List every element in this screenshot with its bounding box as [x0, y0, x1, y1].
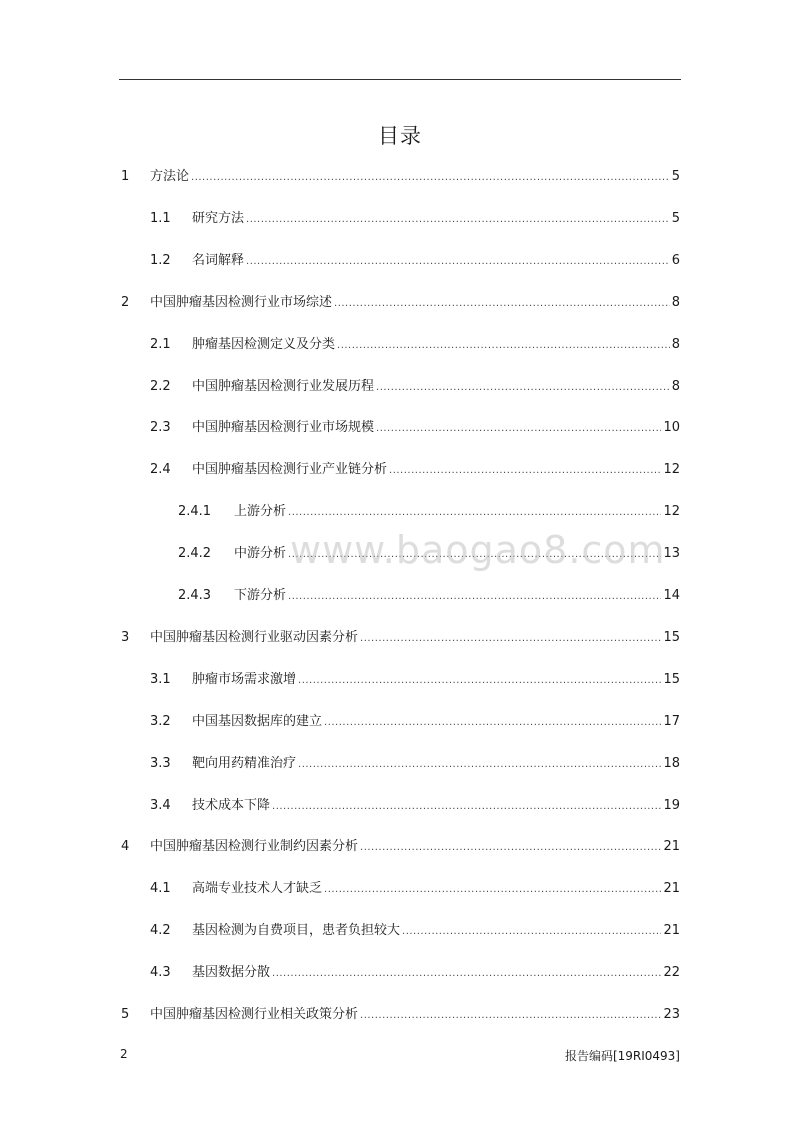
toc-leader-dots — [334, 294, 670, 314]
toc-leader-dots — [288, 545, 661, 565]
toc-entry-page: 8 — [671, 294, 680, 310]
toc-entry-page: 15 — [663, 671, 680, 687]
toc-entry[interactable] — [121, 628, 680, 648]
toc-entry-page: 5 — [671, 169, 680, 184]
toc-entry-label: 基因数据分散 — [192, 965, 271, 981]
toc-entry[interactable] — [150, 209, 680, 229]
toc-entry-label: 名词解释 — [192, 252, 245, 268]
toc-entry-number: 2.1 — [150, 336, 171, 352]
toc-leader-dots — [389, 461, 661, 481]
toc-entry-number: 2.4.3 — [178, 588, 212, 603]
toc-leader-dots — [402, 922, 661, 942]
toc-entry-label: 中国基因数据库的建立 — [192, 713, 323, 729]
toc-entry-number: 3.2 — [150, 713, 171, 729]
toc-entry-number: 3.3 — [150, 755, 171, 771]
toc-entry-page: 8 — [671, 378, 680, 394]
toc-entry-page: 22 — [663, 965, 680, 981]
toc-entry-label: 中国肿瘤基因检测行业相关政策分析 — [150, 1007, 359, 1022]
toc-leader-dots — [376, 419, 661, 439]
toc-entry[interactable] — [121, 167, 680, 187]
toc-entry-number: 4.1 — [150, 881, 171, 897]
toc-entry[interactable] — [150, 796, 680, 816]
toc-entry[interactable] — [150, 377, 680, 397]
toc-entry-page: 13 — [663, 546, 680, 562]
toc-entry-page: 18 — [663, 755, 680, 771]
toc-entry[interactable] — [121, 293, 680, 313]
toc-entry-page: 15 — [663, 629, 680, 645]
toc-entry[interactable] — [178, 502, 680, 522]
footer-page-number: 2 — [120, 1047, 128, 1061]
toc-entry[interactable] — [121, 837, 680, 857]
toc-entry-page: 12 — [663, 504, 680, 520]
toc-entry-number: 2.4.2 — [178, 546, 212, 562]
toc-entry[interactable] — [150, 921, 680, 941]
toc-entry[interactable] — [150, 460, 680, 480]
toc-entry-label: 高端专业技术人才缺乏 — [192, 881, 323, 897]
toc-leader-dots — [288, 503, 661, 523]
toc-entry-number: 3.1 — [150, 671, 171, 687]
toc-leader-dots — [272, 964, 661, 984]
toc-entry-page: 21 — [663, 839, 680, 855]
toc-entry-number: 2 — [121, 294, 130, 310]
toc-entry[interactable] — [121, 1005, 680, 1025]
toc-leader-dots — [376, 378, 670, 398]
page-title: 目录 — [378, 124, 422, 148]
toc-entry-page: 12 — [663, 462, 680, 478]
toc-entry[interactable] — [150, 670, 680, 690]
toc-leader-dots — [298, 671, 661, 691]
toc-leader-dots — [272, 797, 661, 817]
toc-entry[interactable] — [150, 335, 680, 355]
toc-entry-label: 方法论 — [150, 169, 190, 184]
toc-entry-number: 2.2 — [150, 378, 171, 394]
toc-entry-page: 6 — [671, 252, 680, 268]
toc-entry[interactable] — [178, 586, 680, 606]
toc-entry-page: 10 — [663, 420, 680, 436]
footer-report-code: 报告编码[19RI0493] — [564, 1049, 680, 1063]
toc-entry-number: 2.3 — [150, 420, 171, 436]
toc-entry-number: 1.1 — [150, 210, 171, 226]
toc-entry-number: 2.4 — [150, 462, 171, 478]
toc-entry[interactable] — [150, 879, 680, 899]
toc-leader-dots — [324, 713, 661, 733]
toc-leader-dots — [191, 168, 670, 188]
toc-leader-dots — [246, 210, 670, 230]
toc-entry-label: 基因检测为自费项目，患者负担较大 — [192, 923, 401, 939]
toc-entry-page: 21 — [663, 923, 680, 939]
toc-entry-label: 下游分析 — [234, 588, 287, 603]
toc-entry-number: 2.4.1 — [178, 504, 212, 520]
toc-entry-label: 上游分析 — [234, 504, 287, 520]
toc-entry-page: 17 — [663, 713, 680, 729]
toc-entry-label: 中国肿瘤基因检测行业市场综述 — [150, 294, 333, 310]
toc-entry-label: 中国肿瘤基因检测行业产业链分析 — [192, 462, 388, 478]
toc-leader-dots — [360, 629, 661, 649]
toc-entry-label: 肿瘤市场需求激增 — [192, 671, 297, 687]
toc-entry-number: 4.3 — [150, 965, 171, 981]
toc-entry-page: 14 — [663, 588, 680, 603]
toc-entry-label: 肿瘤基因检测定义及分类 — [192, 336, 336, 352]
toc-leader-dots — [288, 587, 661, 607]
toc-entry-number: 1 — [121, 169, 130, 184]
watermark: www.baogao8.com — [290, 528, 666, 572]
toc-entry-page: 19 — [663, 797, 680, 813]
toc-entry[interactable] — [150, 712, 680, 732]
toc-leader-dots — [360, 838, 661, 858]
toc-leader-dots — [324, 880, 661, 900]
toc-entry[interactable] — [150, 251, 680, 271]
toc-entry-number: 4.2 — [150, 923, 171, 939]
toc-entry-label: 中国肿瘤基因检测行业发展历程 — [192, 378, 375, 394]
toc-leader-dots — [360, 1006, 661, 1026]
toc-entry-label: 中国肿瘤基因检测行业制约因素分析 — [150, 839, 359, 855]
toc-entry-label: 靶向用药精准治疗 — [192, 755, 297, 771]
toc-entry-page: 5 — [671, 210, 680, 226]
toc-entry-label: 中国肿瘤基因检测行业驱动因素分析 — [150, 629, 359, 645]
toc-leader-dots — [246, 252, 670, 272]
toc-entry[interactable] — [150, 754, 680, 774]
toc-entry[interactable] — [178, 544, 680, 564]
toc-entry-label: 中游分析 — [234, 546, 287, 562]
toc-entry-number: 1.2 — [150, 252, 171, 268]
toc-entry-label: 中国肿瘤基因检测行业市场规模 — [192, 420, 375, 436]
toc-entry-number: 4 — [121, 839, 130, 855]
toc-entry[interactable] — [150, 963, 680, 983]
toc-entry-number: 5 — [121, 1007, 130, 1022]
toc-entry-label: 技术成本下降 — [192, 797, 271, 813]
toc-entry-number: 3.4 — [150, 797, 171, 813]
toc-entry-page: 8 — [671, 336, 680, 352]
toc-entry[interactable] — [150, 418, 680, 438]
toc-leader-dots — [298, 755, 661, 775]
toc-entry-page: 21 — [663, 881, 680, 897]
toc-leader-dots — [337, 336, 670, 356]
toc-entry-number: 3 — [121, 629, 130, 645]
toc-entry-label: 研究方法 — [192, 210, 245, 226]
toc-entry-page: 23 — [663, 1007, 680, 1022]
